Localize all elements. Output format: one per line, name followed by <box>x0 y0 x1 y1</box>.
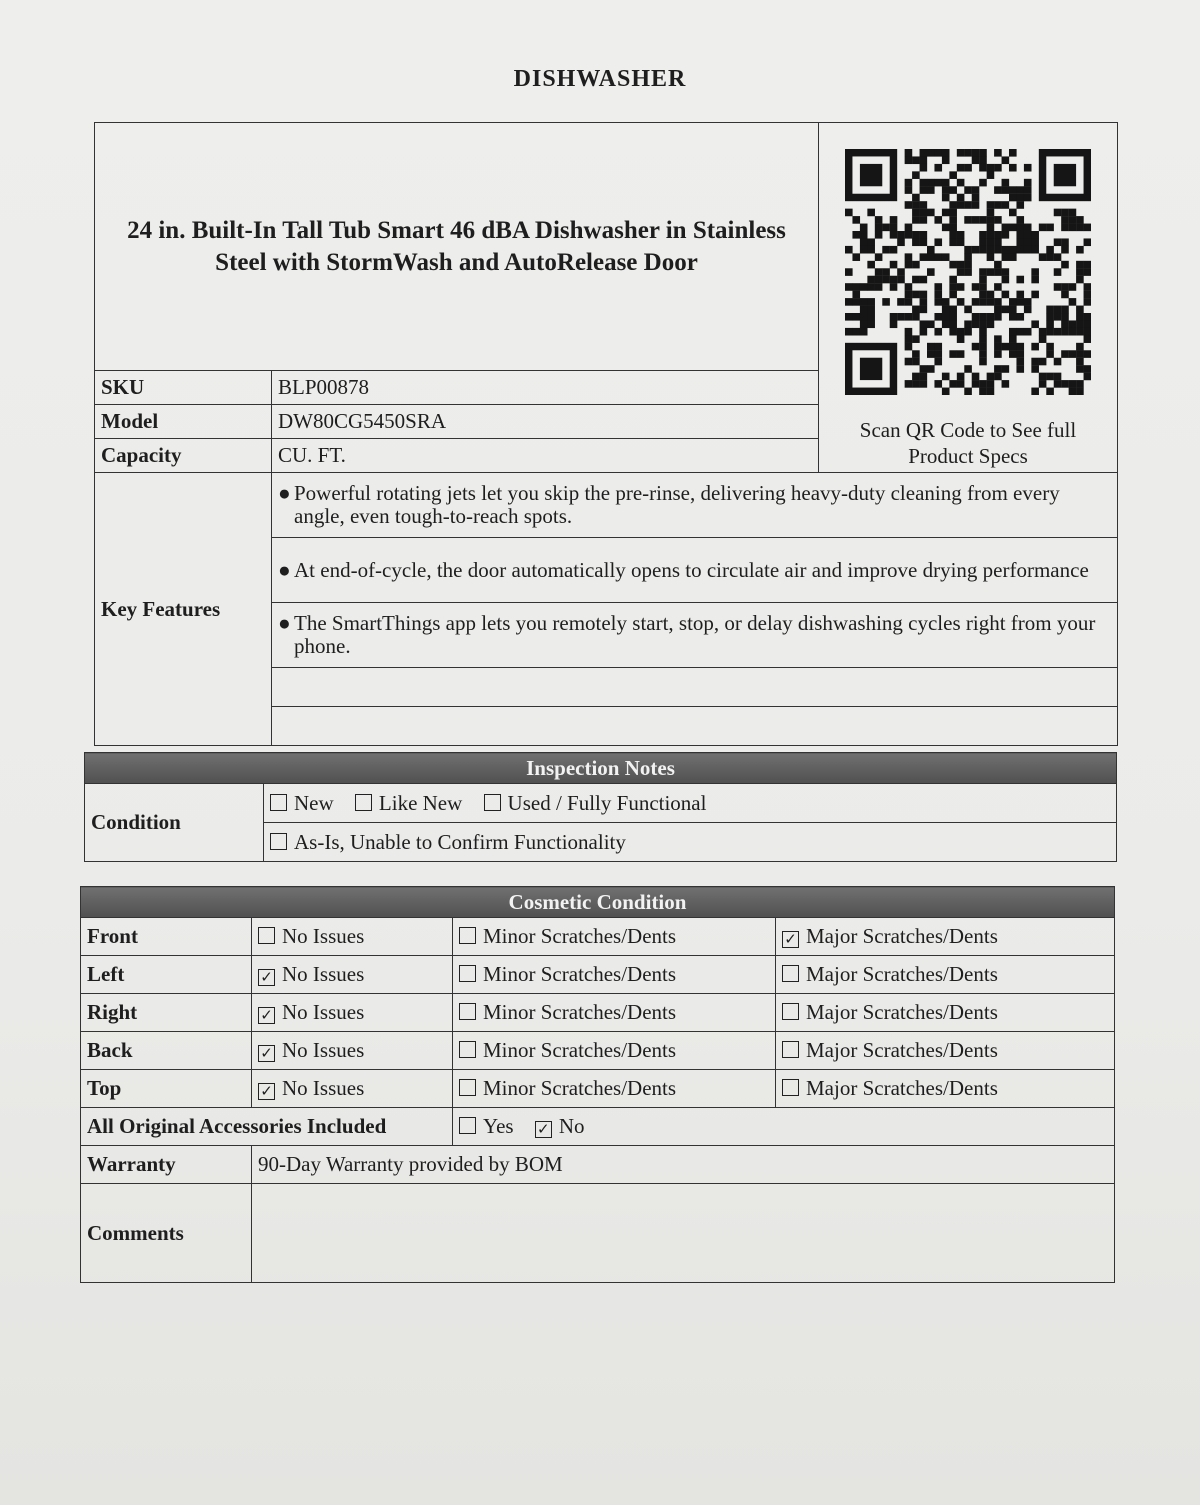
product-title-line2: Steel with StormWash and AutoRelease Door <box>215 248 698 276</box>
checkbox-icon[interactable] <box>782 1079 799 1096</box>
cosmetic-option-label: No Issues <box>282 924 365 948</box>
condition-label: Condition <box>85 784 264 862</box>
cosmetic-no-issues[interactable] <box>252 918 453 956</box>
cosmetic-row-label: Left <box>81 956 252 994</box>
cosmetic-option-label: Minor Scratches/Dents <box>483 962 677 986</box>
cosmetic-row-label: Front <box>81 918 252 956</box>
comments-field[interactable] <box>252 1184 1115 1283</box>
checkbox-icon[interactable] <box>484 794 501 811</box>
cosmetic-major[interactable] <box>776 918 1115 956</box>
cosmetic-option-label: No Issues <box>282 1038 365 1062</box>
cosmetic-option-label: Major Scratches/Dents <box>806 962 998 986</box>
feature-text-2: At end-of-cycle, the door automatically opens to circulate air and improve drying performance <box>294 557 1089 582</box>
cosmetic-minor[interactable] <box>453 994 776 1032</box>
checkbox-icon[interactable] <box>258 927 275 944</box>
cosmetic-minor[interactable] <box>453 1070 776 1108</box>
cosmetic-minor[interactable] <box>453 956 776 994</box>
cosmetic-option-label: Major Scratches/Dents <box>806 1038 998 1062</box>
accessories-row <box>81 1108 1115 1146</box>
checkbox-icon[interactable] <box>782 965 799 982</box>
field-label-sku: SKU <box>95 371 272 405</box>
cosmetic-option-label: Minor Scratches/Dents <box>483 924 677 948</box>
cosmetic-option-label: No Issues <box>282 1000 365 1024</box>
field-value-sku: BLP00878 <box>272 371 819 405</box>
checkbox-checked-icon[interactable]: ✓ <box>535 1121 552 1138</box>
product-title <box>95 123 819 371</box>
cosmetic-major[interactable] <box>776 994 1115 1032</box>
checkbox-icon[interactable] <box>782 1041 799 1058</box>
document-title: DISHWASHER <box>513 66 687 92</box>
cosmetic-option-label: Major Scratches/Dents <box>806 1000 998 1024</box>
cosmetic-option-label: No Issues <box>282 1076 365 1100</box>
checkbox-icon[interactable] <box>459 1003 476 1020</box>
bullet-icon: ● <box>278 611 291 635</box>
inspection-table <box>84 752 1117 862</box>
cosmetic-option-label: No Issues <box>282 962 365 986</box>
feature-row-1 <box>95 473 1118 538</box>
key-features-label: Key Features <box>95 473 272 746</box>
checkbox-checked-icon[interactable]: ✓ <box>258 969 275 986</box>
qr-caption-line1: Scan QR Code to See full <box>859 418 1077 442</box>
condition-option-new[interactable] <box>270 791 334 816</box>
cosmetic-row-front <box>81 918 1115 956</box>
checkbox-icon[interactable] <box>459 927 476 944</box>
condition-option-used[interactable] <box>484 791 707 816</box>
cosmetic-row-label: Right <box>81 994 252 1032</box>
warranty-row <box>81 1146 1115 1184</box>
checkbox-checked-icon[interactable]: ✓ <box>258 1007 275 1024</box>
checkbox-checked-icon[interactable]: ✓ <box>782 931 799 948</box>
bullet-icon: ● <box>278 557 291 582</box>
accessories-option-no[interactable] <box>535 1114 585 1139</box>
accessories-option-yes[interactable] <box>459 1114 514 1139</box>
cosmetic-option-label: Minor Scratches/Dents <box>483 1038 677 1062</box>
comments-row <box>81 1184 1115 1283</box>
accessories-label: All Original Accessories Included <box>81 1108 453 1146</box>
cosmetic-row-label: Back <box>81 1032 252 1070</box>
cosmetic-row-top <box>81 1070 1115 1108</box>
accessories-option-label: Yes <box>483 1114 514 1138</box>
accessories-options <box>453 1108 1115 1146</box>
field-label-capacity: Capacity <box>95 439 272 473</box>
checkbox-checked-icon[interactable]: ✓ <box>258 1083 275 1100</box>
cosmetic-header: Cosmetic Condition <box>81 887 1115 918</box>
cosmetic-major[interactable] <box>776 1070 1115 1108</box>
checkbox-icon[interactable] <box>459 1117 476 1134</box>
condition-option-like-new[interactable] <box>355 791 462 816</box>
qr-caption <box>825 417 1111 469</box>
product-title-line1: 24 in. Built-In Tall Tub Smart 46 dBA Dishwasher in Stainless <box>127 216 786 244</box>
cosmetic-row-right <box>81 994 1115 1032</box>
condition-option-as-is[interactable] <box>270 830 626 855</box>
field-label-model: Model <box>95 405 272 439</box>
qr-caption-line2: Product Specs <box>908 444 1028 468</box>
checkbox-icon[interactable] <box>782 1003 799 1020</box>
feature-empty-cell[interactable] <box>272 668 1118 707</box>
cosmetic-table <box>80 886 1115 1283</box>
inspection-header: Inspection Notes <box>85 753 1117 784</box>
field-value-model: DW80CG5450SRA <box>272 405 819 439</box>
cosmetic-row-label: Top <box>81 1070 252 1108</box>
warranty-value: 90-Day Warranty provided by BOM <box>252 1146 1115 1184</box>
cosmetic-option-label: Minor Scratches/Dents <box>483 1000 677 1024</box>
comments-label: Comments <box>81 1184 252 1283</box>
accessories-option-label: No <box>558 1114 585 1138</box>
condition-options-row1 <box>264 784 1117 823</box>
qr-code-icon[interactable] <box>845 149 1091 395</box>
cosmetic-option-label: Major Scratches/Dents <box>806 924 998 948</box>
checkbox-checked-icon[interactable]: ✓ <box>258 1045 275 1062</box>
warranty-label: Warranty <box>81 1146 252 1184</box>
cosmetic-row-back <box>81 1032 1115 1070</box>
field-value-capacity: CU. FT. <box>272 439 819 473</box>
feature-item-1 <box>272 473 1118 538</box>
checkbox-icon[interactable] <box>459 1079 476 1096</box>
condition-option-label: New <box>294 790 334 815</box>
cosmetic-minor[interactable] <box>453 918 776 956</box>
qr-cell <box>819 123 1118 473</box>
condition-option-label: Used / Fully Functional <box>507 790 707 815</box>
cosmetic-no-issues[interactable] <box>252 1032 453 1070</box>
condition-options-row2 <box>264 823 1117 862</box>
cosmetic-minor[interactable] <box>453 1032 776 1070</box>
feature-item-3 <box>272 603 1118 668</box>
feature-item-2 <box>272 538 1118 603</box>
product-table <box>94 122 1118 746</box>
feature-text-3: The SmartThings app lets you remotely start, stop, or delay dishwashing cycles right from your phone. <box>294 611 1096 658</box>
condition-option-label: As-Is, Unable to Confirm Functionality <box>294 829 626 854</box>
bullet-icon: ● <box>278 481 291 505</box>
cosmetic-option-label: Major Scratches/Dents <box>806 1076 998 1100</box>
cosmetic-no-issues[interactable] <box>252 1070 453 1108</box>
checkbox-icon[interactable] <box>355 794 372 811</box>
feature-text-1: Powerful rotating jets let you skip the pre-rinse, delivering heavy-duty cleaning from every angle, even tough-to-reach spots. <box>294 481 1060 528</box>
cosmetic-no-issues[interactable] <box>252 956 453 994</box>
checkbox-icon[interactable] <box>459 1041 476 1058</box>
cosmetic-option-label: Minor Scratches/Dents <box>483 1076 677 1100</box>
cosmetic-no-issues[interactable] <box>252 994 453 1032</box>
cosmetic-major[interactable] <box>776 1032 1115 1070</box>
cosmetic-major[interactable] <box>776 956 1115 994</box>
checkbox-icon[interactable] <box>270 794 287 811</box>
cosmetic-row-left <box>81 956 1115 994</box>
condition-option-label: Like New <box>378 790 463 815</box>
checkbox-icon[interactable] <box>459 965 476 982</box>
feature-empty-cell[interactable] <box>272 707 1118 746</box>
checkbox-icon[interactable] <box>270 833 287 850</box>
